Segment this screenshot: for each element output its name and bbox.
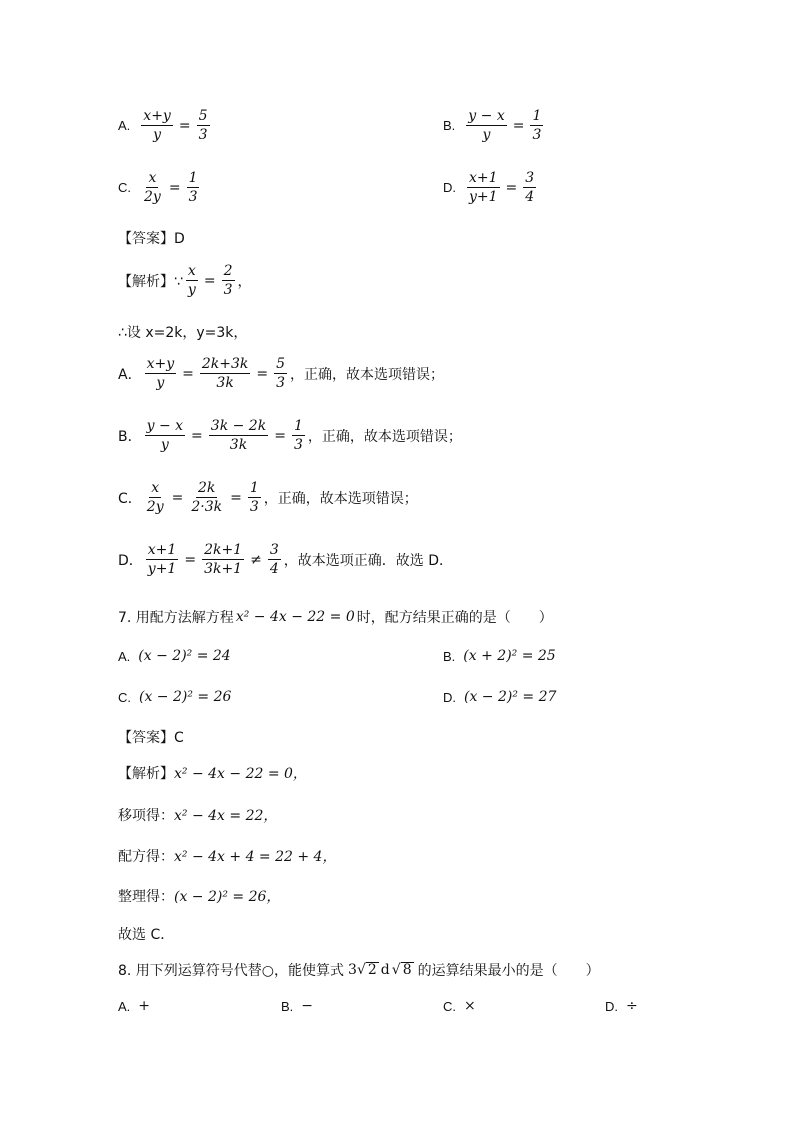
q8-option-d: D. ÷	[605, 998, 638, 1014]
fraction: $\frac{3k - 2k}{3k}$	[210, 418, 267, 454]
q8-option-a: A. +	[118, 998, 151, 1014]
fraction: $\frac{2k+1}{3k+1}$	[204, 542, 243, 578]
q7-solution: 【解析】 x² − 4x − 22 = 0，	[118, 766, 307, 782]
q7-stem: 7. 用配方法解方程 x² − 4x − 22 = 0 时，配方结果正确的是（ ）	[118, 609, 553, 626]
q7-step-3: 整理得： (x − 2)² = 26，	[118, 889, 281, 905]
fraction: $\frac{5}{3}$	[198, 108, 208, 144]
q6-option-c: C. $\frac{x}{2y}$ = $\frac{1}{3}$	[118, 170, 198, 206]
q7-conclusion: 故选 C．	[118, 927, 175, 943]
fraction: $\frac{3}{4}$	[269, 542, 279, 578]
q6-solution-c: C． $\frac{x}{2y}$ = $\frac{2k}{2\cdot 3k}$ = $\frac{1}{3}$ ，正确，故本选项错误；	[118, 480, 418, 516]
q6-option-b: B. $\frac{y - x}{y}$ = $\frac{1}{3}$	[443, 108, 542, 144]
q8-stem: 8. 用下列运算符号代替○，能使算式 3 √ 2 d √ 8 的运算结果最小的是（ ）	[118, 961, 600, 979]
q6-answer: 【答案】D	[118, 231, 185, 247]
sqrt-expression: √ 8	[391, 961, 412, 979]
fraction: $\frac{1}{3}$	[532, 108, 542, 144]
fraction: $\frac{x+1}{y+1}$	[147, 542, 177, 578]
q6-solution-given: 【解析】∵ $\frac{x}{y}$ = $\frac{2}{3}$ ，	[118, 263, 252, 299]
fraction: $\frac{1}{3}$	[188, 170, 198, 206]
q7-option-c: C. (x − 2)² = 26	[118, 689, 232, 705]
fraction: $\frac{5}{3}$	[276, 356, 286, 392]
q8-option-b: B. −	[281, 998, 314, 1014]
fraction: $\frac{x}{2y}$	[144, 170, 161, 206]
fraction: $\frac{y - x}{y}$	[146, 418, 184, 454]
fraction: $\frac{x+y}{y}$	[143, 108, 171, 144]
fraction: $\frac{1}{3}$	[249, 480, 259, 516]
q6-option-d: D. $\frac{x+1}{y+1}$ = $\frac{3}{4}$	[443, 170, 535, 206]
q7-answer: 【答案】C	[118, 730, 184, 746]
q8-option-c: C. ×	[443, 998, 476, 1014]
q6-solution-a: A． $\frac{x+y}{y}$ = $\frac{2k+3k}{3k}$ = $\frac{5}{3}$ ，正确，故本选项错误；	[118, 356, 445, 392]
fraction: $\frac{2k}{2\cdot 3k}$	[191, 480, 223, 516]
q7-option-d: D. (x − 2)² = 27	[443, 689, 557, 705]
fraction: $\frac{2}{3}$	[223, 263, 233, 299]
q7-option-a: A. (x − 2)² = 24	[118, 648, 231, 664]
q7-equation: x² − 4x − 22 = 0	[235, 609, 355, 625]
fraction: $\frac{2k+3k}{3k}$	[201, 356, 249, 392]
q6-solution-d: D． $\frac{x+1}{y+1}$ = $\frac{2k+1}{3k+1}$ ≠ $\frac{3}{4}$ ，故本选项正确．故选 D．	[118, 542, 453, 578]
q7-option-b: B. (x + 2)² = 25	[443, 648, 556, 664]
fraction: $\frac{x}{y}$	[187, 263, 196, 299]
fraction: $\frac{3}{4}$	[525, 170, 535, 206]
fraction: $\frac{x+y}{y}$	[146, 356, 175, 392]
q6-option-a: A. $\frac{x+y}{y}$ = $\frac{5}{3}$	[118, 108, 208, 144]
q6-let-line: ∴设 x=2k，y=3k，	[118, 325, 248, 341]
q7-step-2: 配方得： x² − 4x + 4 = 22 + 4，	[118, 849, 337, 865]
fraction: $\frac{x+1}{y+1}$	[469, 170, 498, 206]
sqrt-expression: √ 2	[356, 961, 377, 979]
q7-step-1: 移项得： x² − 4x = 22，	[118, 808, 278, 824]
fraction: $\frac{y - x}{y}$	[468, 108, 505, 144]
q6-solution-b: B． $\frac{y - x}{y}$ = $\frac{3k - 2k}{3k}$ = $\frac{1}{3}$ ，正确，故本选项错误；	[118, 418, 462, 454]
fraction: $\frac{1}{3}$	[293, 418, 303, 454]
fraction: $\frac{x}{2y}$	[146, 480, 164, 516]
